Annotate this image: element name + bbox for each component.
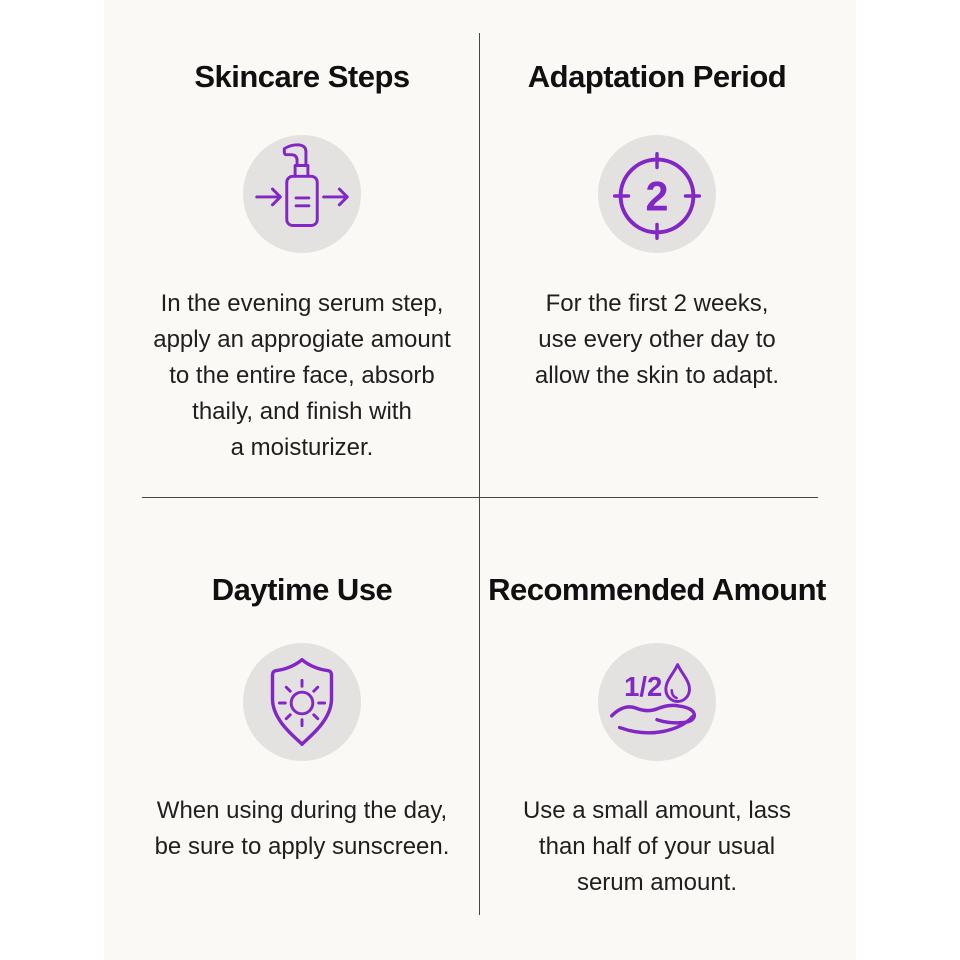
description-line: apply an approgiate amount <box>153 326 451 353</box>
quadrant-adaptation-period <box>467 58 847 389</box>
description-line: use every other day to <box>538 326 776 353</box>
hand-with-half-droplet-icon <box>598 643 716 761</box>
icon-circle <box>598 135 716 253</box>
shield-with-sun-icon <box>243 643 361 761</box>
water-drop-icon <box>666 665 690 702</box>
horizontal-divider <box>142 497 818 499</box>
icon-circle <box>243 643 361 761</box>
icon-circle <box>598 643 716 761</box>
description-line: than half of your usual <box>538 833 776 860</box>
description-line: thaily, and finish with <box>192 398 412 425</box>
weeks-number-label: 2 <box>645 173 669 220</box>
serum-pump-bottle-with-arrows-icon <box>243 135 361 253</box>
description-line: serum amount. <box>576 869 738 896</box>
description-line: a moisturizer. <box>230 434 374 461</box>
description-line: to the entire face, absorb <box>169 362 435 389</box>
half-amount-label: 1/2 <box>624 671 663 703</box>
description-line: For the first 2 weeks, <box>545 290 769 317</box>
adaptation-period-description <box>467 286 847 394</box>
description-line: allow the skin to adapt. <box>534 362 780 389</box>
icon-circle <box>243 135 361 253</box>
vertical-divider <box>479 33 481 915</box>
description-line: In the evening serum step, <box>160 290 444 317</box>
skincare-steps-description <box>112 286 492 466</box>
quadrant-daytime-use <box>112 571 492 860</box>
quadrant-skincare-steps <box>112 58 492 461</box>
skincare-steps-title: Skincare Steps <box>194 59 410 94</box>
quadrant-recommended-amount <box>467 571 847 896</box>
adaptation-period-title: Adaptation Period <box>527 59 787 94</box>
recommended-amount-title: Recommended Amount <box>488 572 826 607</box>
description-line: be sure to apply sunscreen. <box>154 833 450 860</box>
daytime-use-description <box>112 793 492 865</box>
clock-timer-icon <box>598 135 716 253</box>
daytime-use-title: Daytime Use <box>211 572 393 607</box>
description-line: Use a small amount, lass <box>522 797 792 824</box>
description-line: When using during the day, <box>156 797 448 824</box>
recommended-amount-description <box>467 793 847 901</box>
sun-icon <box>291 692 313 714</box>
